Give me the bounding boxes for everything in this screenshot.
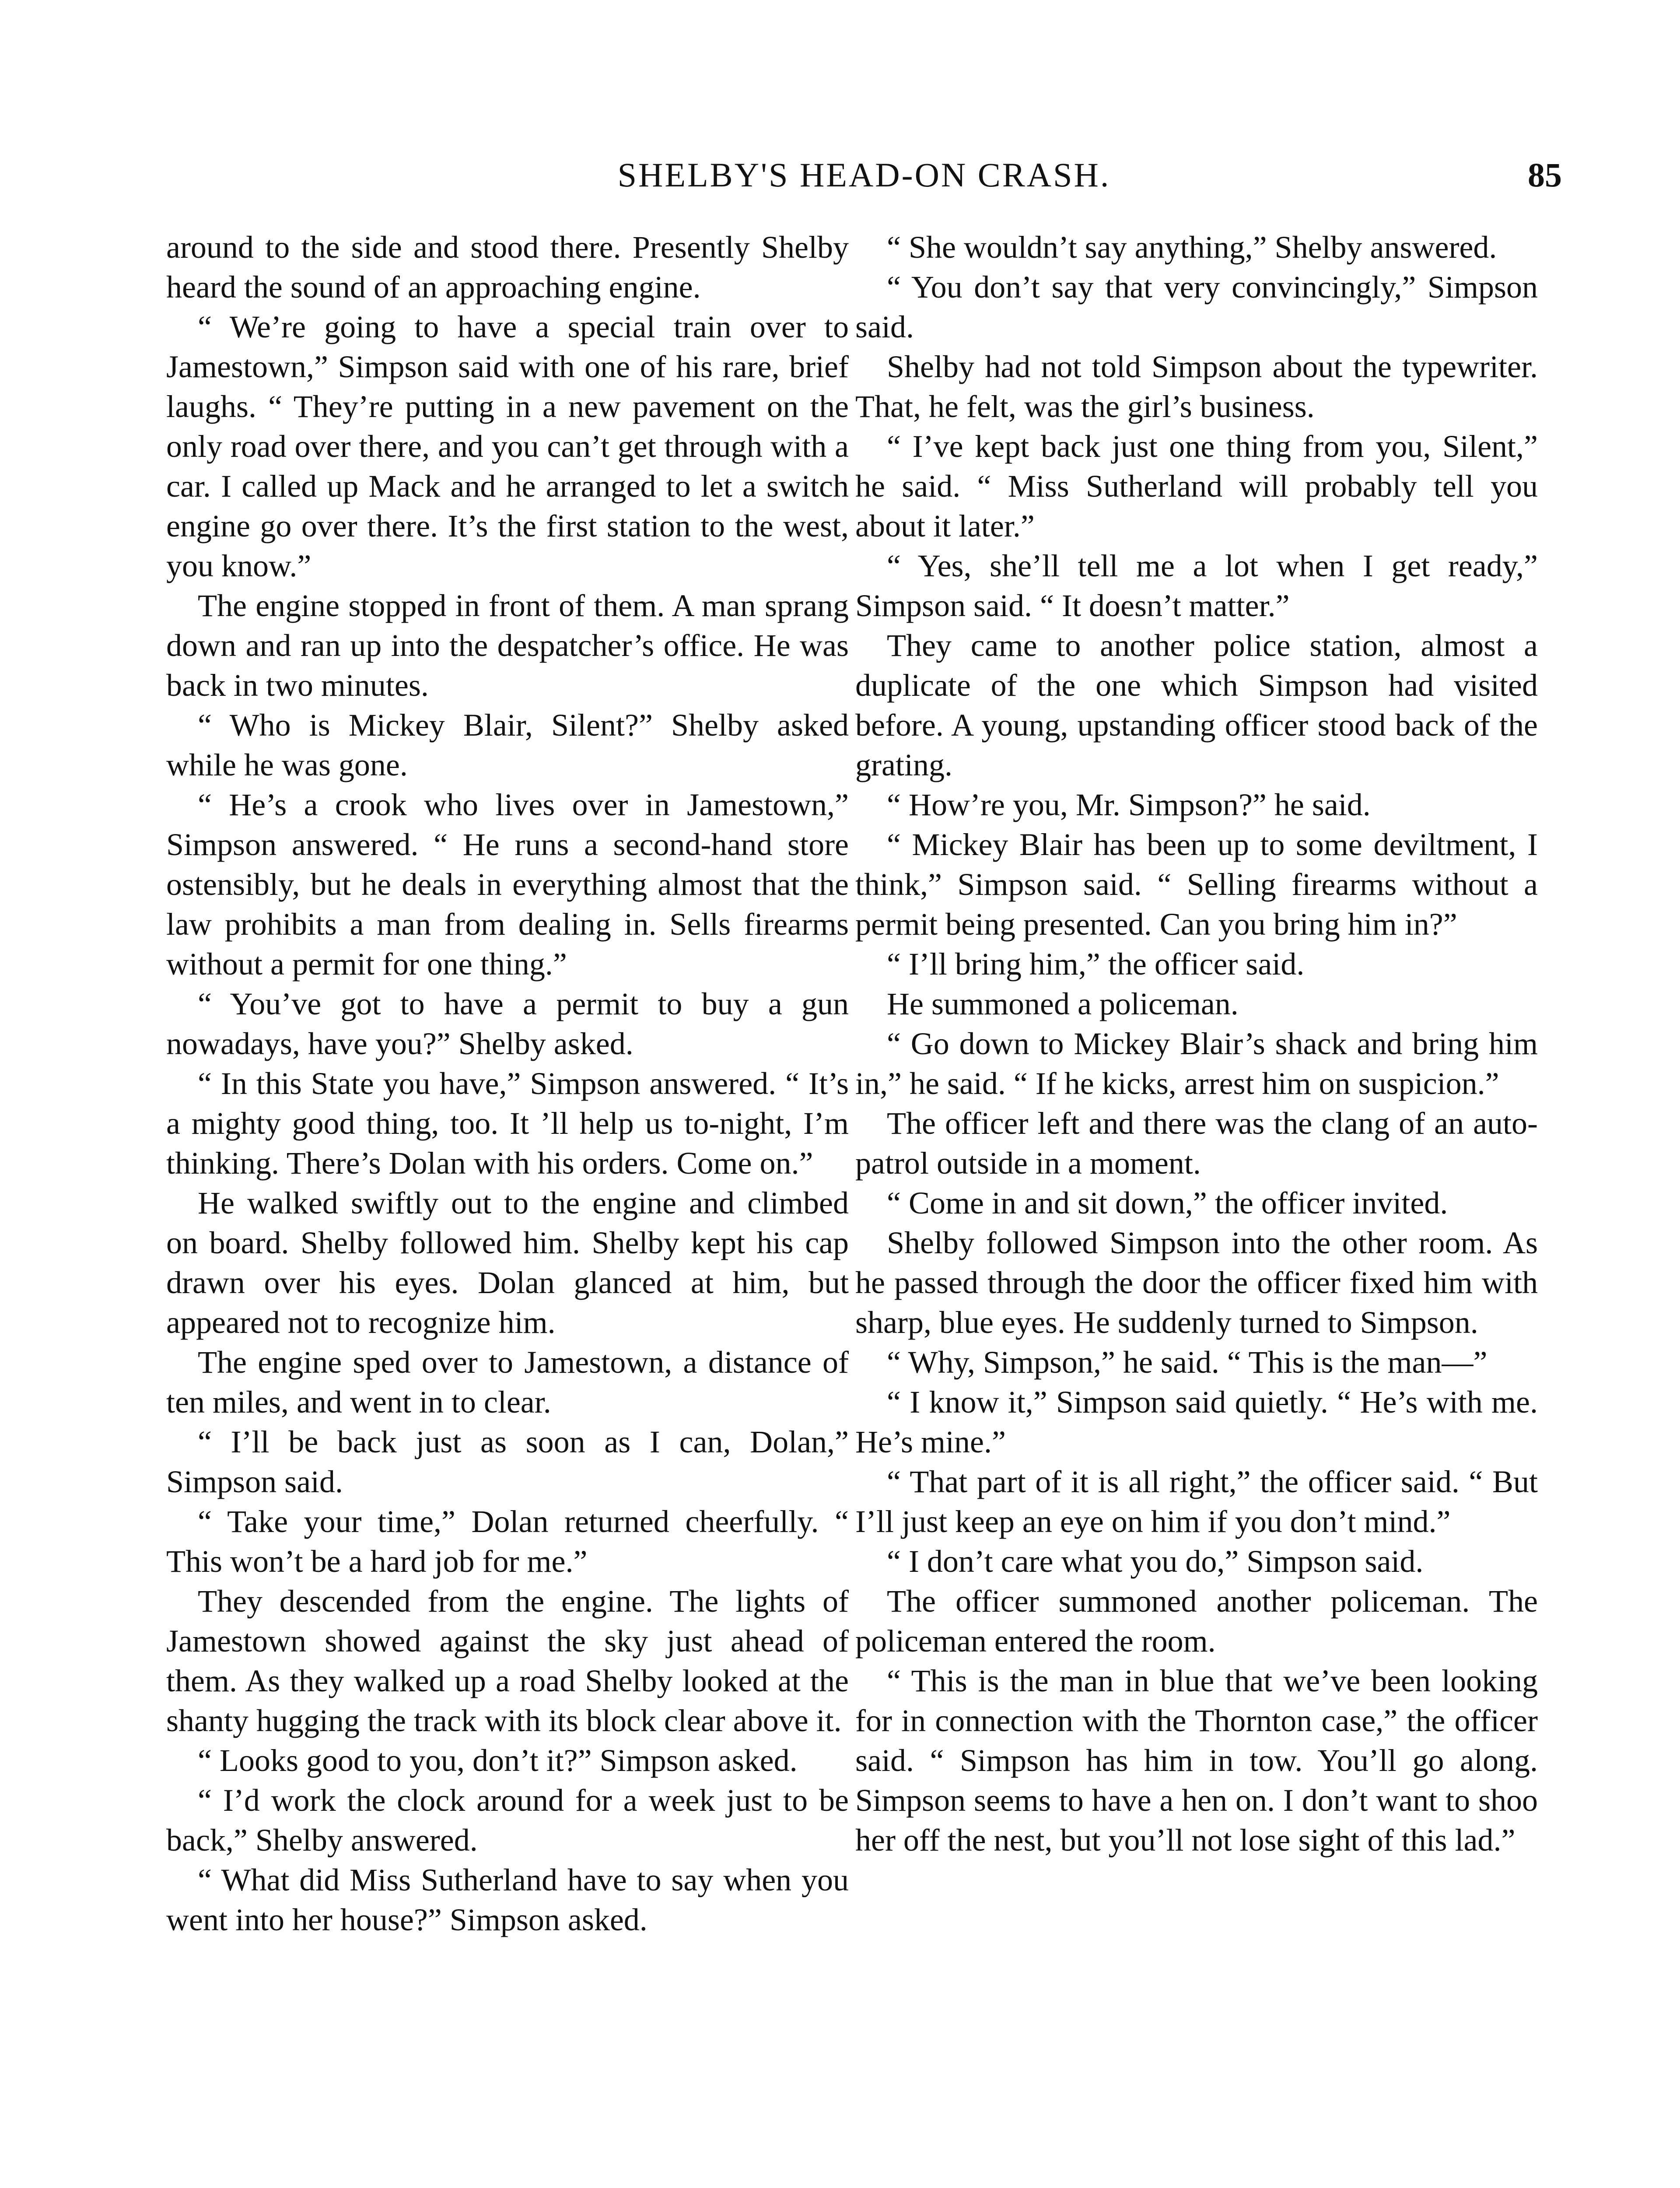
paragraph: “ You’ve got to have a permit to buy a gun nowadays, have you?” Shelby asked.	[166, 986, 849, 1061]
paragraph: He summoned a policeman.	[887, 986, 1239, 1021]
paragraph: The engine stopped in front of them. A man sprang down and ran up into the despatcher’s office. He was back in two minutes.	[166, 588, 849, 703]
paragraph: They came to another police station, almost a duplicate of the one which Simpson had visited before. A young, upstanding officer stood back of the grating.	[855, 628, 1538, 782]
paragraph: The officer left and there was the clang of an auto-patrol outside in a moment.	[855, 1106, 1538, 1181]
paragraph: “ I know it,” Simpson said quietly. “ He’s with me. He’s mine.”	[855, 1385, 1538, 1459]
paragraph: “ Come in and sit down,” the officer invited.	[887, 1185, 1448, 1220]
page-number: 85	[1528, 156, 1562, 194]
paragraph: Shelby had not told Simpson about the typewriter. That, he felt, was the girl’s business.	[855, 349, 1538, 424]
paragraph: “ I’ll be back just as soon as I can, Dolan,” Simpson said.	[166, 1424, 849, 1499]
paragraph: “ We’re going to have a special train over to Jamestown,” Simpson said with one of his rare, brief laughs. “ They’re putting in a new pavement on the only road over there, and you can’t get through with a car. I called up Mack and he arranged to let a switch engine go over there. It’s the first station to the west, you know.”	[166, 309, 849, 583]
paragraph: “ How’re you, Mr. Simpson?” he said.	[887, 787, 1371, 822]
paragraph: “ I’ll bring him,” the officer said.	[887, 947, 1305, 982]
paragraph: “ You don’t say that very convincingly,” Simpson said.	[855, 270, 1538, 344]
paragraph: “ Go down to Mickey Blair’s shack and bring him in,” he said. “ If he kicks, arrest him on suspicion.”	[855, 1026, 1538, 1101]
paragraph: “ Looks good to you, don’t it?” Simpson asked.	[198, 1743, 798, 1778]
paragraph: “ This is the man in blue that we’ve been looking for in connection with the Thornton case,” the officer said. “ Simpson has him in tow. You’ll go along. Simpson seems to have a hen on. I don’t want to shoo her off the nest, but you’ll not lose sight of this lad.”	[855, 1663, 1538, 1858]
paragraph: They descended from the engine. The lights of Jamestown showed against the sky just ahead of them. As they walked up a road Shelby looked at the shanty hugging the track with its block clear above it.	[166, 1584, 849, 1738]
paragraph: “ I don’t care what you do,” Simpson said.	[887, 1544, 1424, 1579]
paragraph: “ That part of it is all right,” the officer said. “ But I’ll just keep an eye on him if you don’t mind.”	[855, 1464, 1538, 1539]
paragraph: “ Who is Mickey Blair, Silent?” Shelby asked while he was gone.	[166, 708, 849, 782]
paragraph: The engine sped over to Jamestown, a distance of ten miles, and went in to clear.	[166, 1345, 849, 1420]
paragraph: Shelby followed Simpson into the other room. As he passed through the door the officer fixed him with sharp, blue eyes. He suddenly turned to Simpson.	[855, 1225, 1538, 1340]
paragraph: “ He’s a crook who lives over in Jamestown,” Simpson answered. “ He runs a second-hand store ostensibly, but he deals in everything almost that the law prohibits a man from dealing in. Sells firearms without a permit for one thing.”	[166, 787, 849, 982]
right-column	[855, 228, 1538, 1860]
paragraph: “ Mickey Blair has been up to some deviltment, I think,” Simpson said. “ Selling firearms without a permit being presented. Can you bring him in?”	[855, 827, 1538, 942]
paragraph: The officer summoned another policeman. The policeman entered the room.	[855, 1584, 1538, 1659]
paragraph: “ What did Miss Sutherland have to say when you went into her house?” Simpson asked.	[166, 1862, 849, 1937]
running-title: SHELBY'S HEAD-ON CRASH.	[617, 156, 1111, 194]
paragraph: “ Why, Simpson,” he said. “ This is the man—”	[887, 1345, 1488, 1380]
paragraph: “ She wouldn’t say anything,” Shelby answered.	[887, 230, 1497, 265]
left-column	[166, 228, 849, 1940]
paragraph: “ I’ve kept back just one thing from you, Silent,” he said. “ Miss Sutherland will probably tell you about it later.”	[855, 429, 1538, 543]
running-head	[166, 151, 1562, 199]
paragraph: “ Take your time,” Dolan returned cheerfully. “ This won’t be a hard job for me.”	[166, 1504, 849, 1579]
paragraph: “ I’d work the clock around for a week just to be back,” Shelby answered.	[166, 1783, 849, 1858]
paragraph: He walked swiftly out to the engine and climbed on board. Shelby followed him. Shelby kept his cap drawn over his eyes. Dolan glanced at him, but appeared not to recognize him.	[166, 1185, 849, 1340]
paragraph: “ Yes, she’ll tell me a lot when I get ready,” Simpson said. “ It doesn’t matter.”	[855, 548, 1538, 623]
paragraph: around to the side and stood there. Presently Shelby heard the sound of an approaching engine.	[166, 230, 849, 305]
paragraph: “ In this State you have,” Simpson answered. “ It’s a mighty good thing, too. It ’ll help us to-night, I’m thinking. There’s Dolan with his orders. Come on.”	[166, 1066, 849, 1181]
